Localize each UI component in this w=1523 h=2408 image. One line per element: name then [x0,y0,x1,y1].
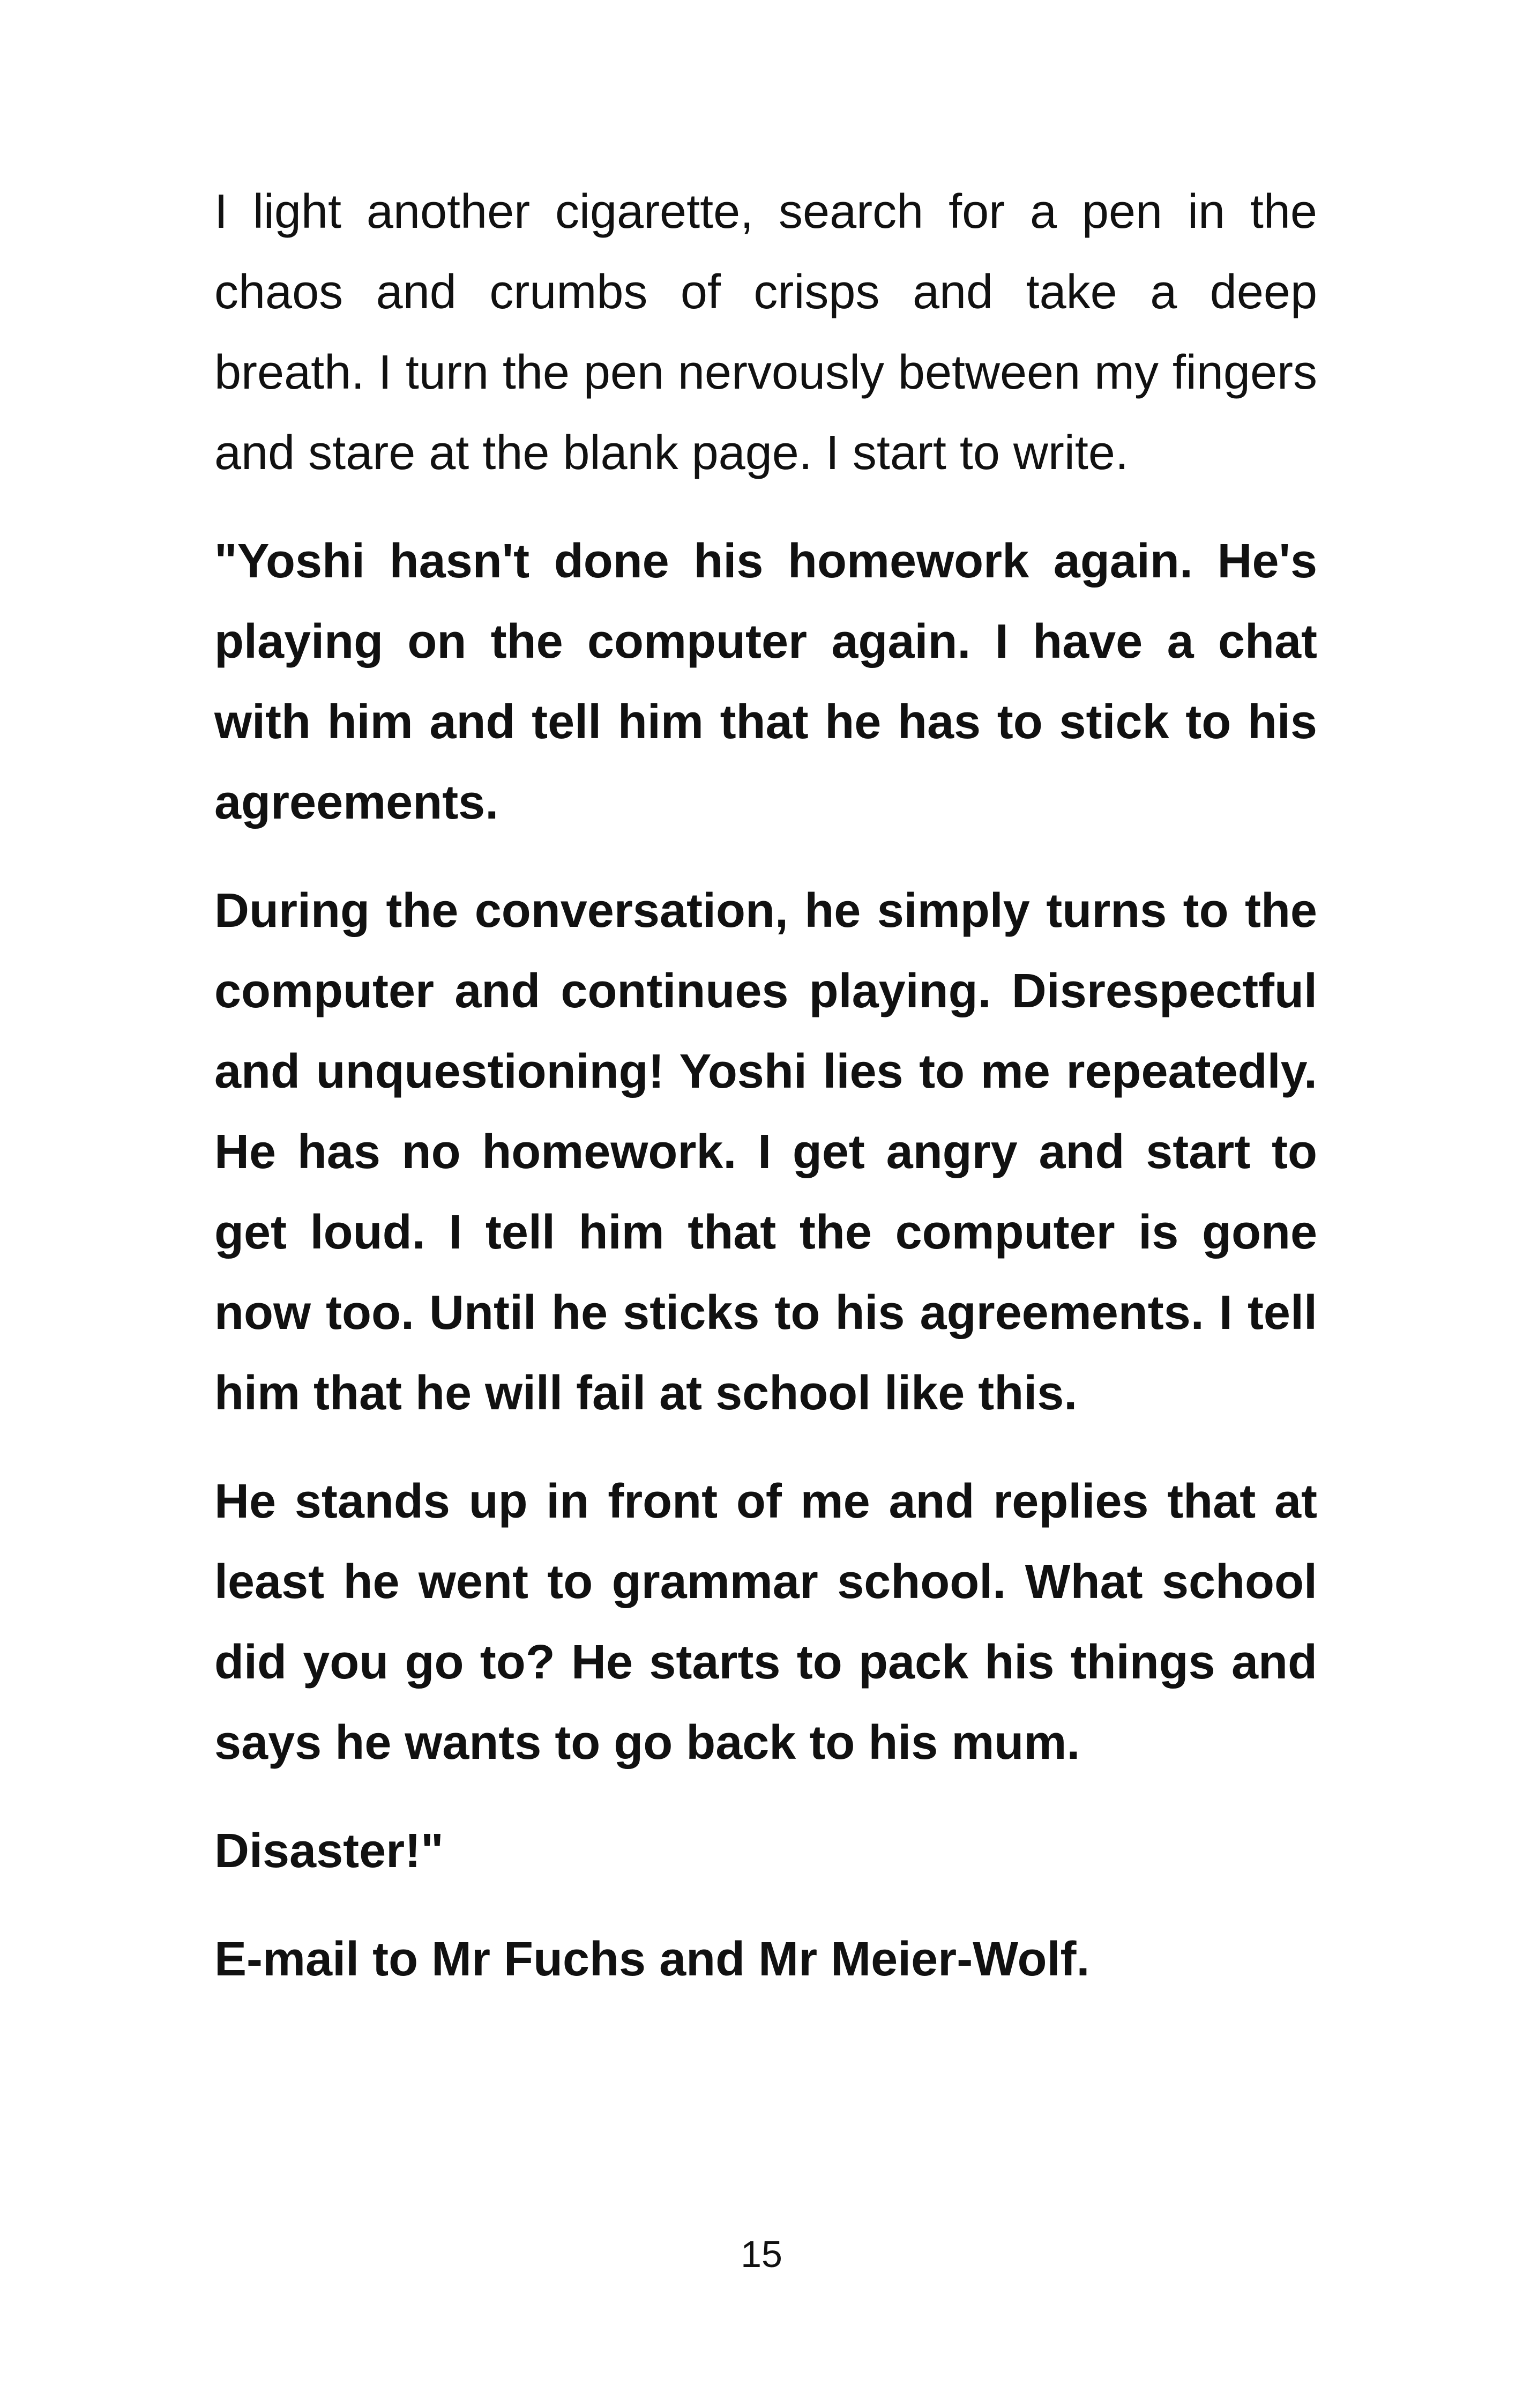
paragraph-homework: "Yoshi hasn't done his homework again. He's playing on the computer again. I have a chat with him and tell him that he has to stick to his agreements. [214,534,1317,829]
paragraph-email: E-mail to Mr Fuchs and Mr Meier-Wolf. [214,1933,1090,1986]
page-number: 15 [741,2233,782,2275]
paragraph-disaster: Disaster!" [214,1824,444,1878]
paragraph-intro: I light another cigarette, search for a pen in the chaos and crumbs of crisps and take a deep breath. I turn the pen nervously between my fingers and stare at the blank page. I start to write. [214,185,1317,480]
paragraph-grammar-school: He stands up in front of me and replies that at least he went to grammar school. What school did you go to? He starts to pack his things and says he wants to go back to his mum. [214,1475,1317,1770]
body-text [214,172,1317,2027]
paragraph-conversation: During the conversation, he simply turns to the computer and continues playing. Disrespectful and unquestioning! Yoshi lies to me repeatedly. He has no homework. I get angry and start to get loud. I tell him that the computer is gone now too. Until he sticks to his agreements. I tell him that he will fail at school like this. [214,884,1317,1420]
